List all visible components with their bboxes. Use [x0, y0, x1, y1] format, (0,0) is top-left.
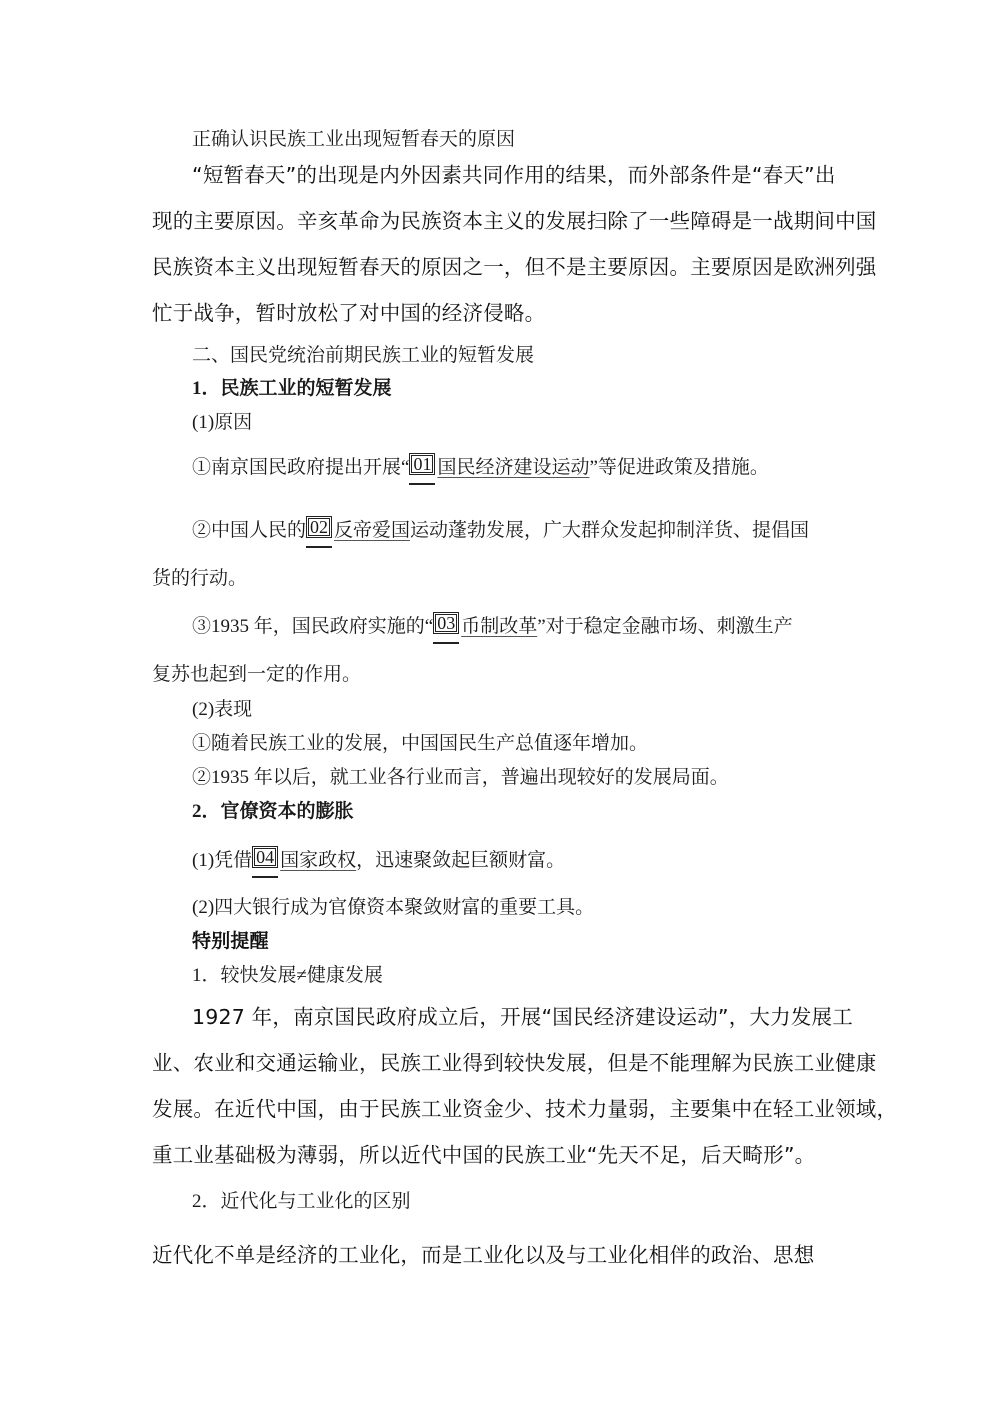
paragraph-line: 1927 年，南京国民政府成立后，开展“国民经济建设运动”，大力发展工 [192, 1005, 853, 1029]
capital-item-2: (2)四大银行成为官僚资本聚敛财富的重要工具。 [192, 897, 595, 918]
reason-2-prefix: ②中国人民的 [192, 520, 307, 541]
capital-item-1-prefix: (1)凭借 [192, 850, 253, 871]
paragraph-line: 现的主要原因。辛亥革命为民族资本主义的发展扫除了一些障碍是一战期间中国 [152, 209, 877, 233]
subsection-heading-2: 2．官僚资本的膨胀 [192, 801, 354, 822]
answer-02: 反帝爱国 [334, 520, 411, 541]
blank-number-03: 03 [433, 612, 459, 634]
blank-03 [433, 615, 459, 644]
blank-04 [252, 849, 278, 878]
reason-1-prefix: ①南京国民政府提出开展“ [192, 457, 410, 478]
subsection-heading-1: 1．民族工业的短暂发展 [192, 378, 392, 399]
reason-1-suffix: ”等促进政策及措施。 [589, 457, 769, 478]
section-heading-two: 二、国民党统治前期民族工业的短暂发展 [192, 345, 535, 366]
paragraph-line: 民族资本主义出现短暂春天的原因之一，但不是主要原因。主要原因是欧洲列强 [152, 255, 877, 279]
capital-item-1 [192, 845, 565, 878]
paragraph-line: “短暂春天”的出现是内外因素共同作用的结果，而外部条件是“春天”出 [192, 163, 836, 187]
blank-number-01: 01 [409, 453, 435, 475]
performance-label: (2)表现 [192, 699, 253, 720]
blank-number-02: 02 [306, 516, 332, 538]
reason-3-suffix: ”对于稳定金融市场、刺激生产 [537, 616, 793, 637]
reminder-point-1-heading: 1．较快发展≠健康发展 [192, 965, 383, 986]
paragraph-line: 重工业基础极为薄弱，所以近代中国的民族工业“先天不足，后天畸形”。 [152, 1143, 816, 1167]
paragraph-line: 业、农业和交通运输业，民族工业得到较快发展，但是不能理解为民族工业健康 [152, 1051, 877, 1075]
capital-item-1-suffix: ，迅速聚敛起巨额财富。 [356, 850, 566, 871]
reasons-label: (1)原因 [192, 412, 253, 433]
paragraph-line: 近代化不单是经济的工业化，而是工业化以及与工业化相伴的政治、思想 [152, 1243, 815, 1267]
reason-2 [192, 515, 809, 548]
reason-2-continuation: 货的行动。 [152, 568, 248, 589]
reason-3-continuation: 复苏也起到一定的作用。 [152, 664, 362, 685]
reason-1 [192, 452, 769, 485]
special-reminder-heading: 特别提醒 [192, 930, 269, 952]
answer-01: 国民经济建设运动 [437, 457, 590, 478]
reason-3 [192, 611, 793, 644]
blank-number-04: 04 [252, 846, 278, 868]
answer-03: 币制改革 [461, 616, 538, 637]
answer-04: 国家政权 [280, 850, 357, 871]
reason-3-prefix: ③1935 年，国民政府实施的“ [192, 616, 434, 637]
paragraph-line: 忙于战争，暂时放松了对中国的经济侵略。 [152, 301, 546, 325]
paragraph-line: 发展。在近代中国，由于民族工业资金少、技术力量弱，主要集中在轻工业领域， [152, 1097, 898, 1121]
performance-item-1: ①随着民族工业的发展，中国国民生产总值逐年增加。 [192, 733, 649, 754]
performance-item-2: ②1935 年以后，就工业各行业而言，普遍出现较好的发展局面。 [192, 767, 729, 788]
section-heading-causes: 正确认识民族工业出现短暂春天的原因 [192, 129, 516, 150]
reminder-point-2-heading: 2．近代化与工业化的区别 [192, 1191, 411, 1212]
blank-01 [409, 456, 435, 485]
reason-2-suffix: 运动蓬勃发展，广大群众发起抑制洋货、提倡国 [410, 520, 810, 541]
blank-02 [306, 519, 332, 548]
